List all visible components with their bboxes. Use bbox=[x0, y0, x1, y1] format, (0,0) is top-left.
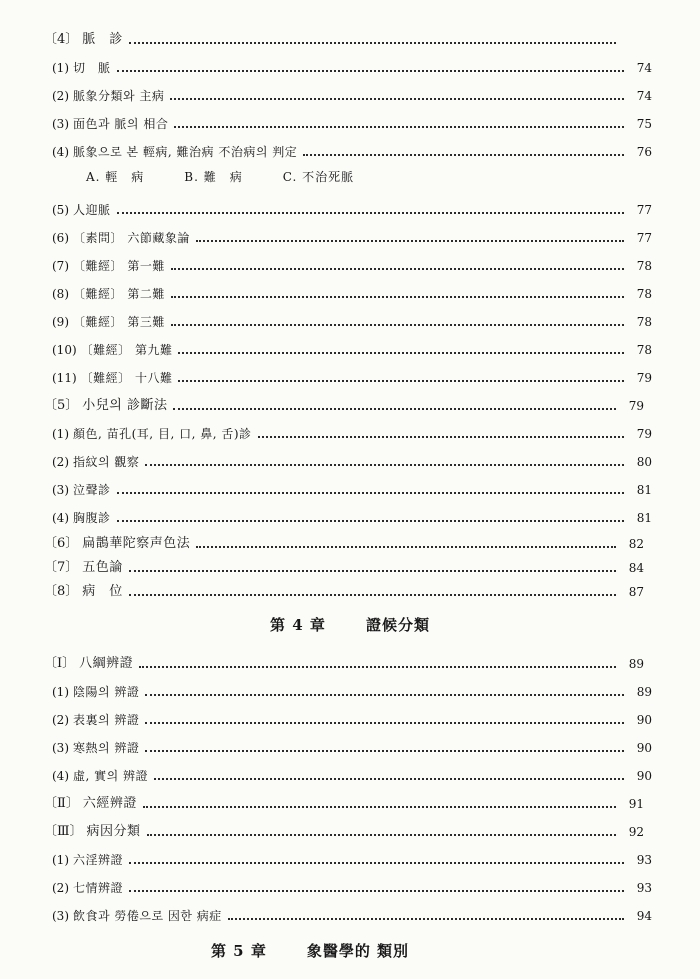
leader-dots bbox=[174, 126, 624, 128]
toc-entry: (10) 〔難經〕 第九難 78 bbox=[52, 343, 652, 357]
toc-entry: (9) 〔難經〕 第三難 78 bbox=[52, 315, 652, 329]
toc-entry: 〔5〕 小兒의 診斷法 79 bbox=[44, 398, 644, 413]
leader-dots bbox=[117, 212, 624, 214]
chapter-title: 證候分類 bbox=[365, 616, 430, 634]
toc-entry: (4) 虛, 實의 辨證 90 bbox=[52, 769, 652, 783]
leader-dots bbox=[178, 380, 624, 382]
leader-dots bbox=[171, 324, 624, 326]
toc-sub-item: C. 不治死脈 bbox=[282, 170, 355, 184]
leader-dots bbox=[170, 98, 624, 100]
chapter-title: 象醫學的 類別 bbox=[306, 942, 410, 960]
toc-entry: (6) 〔素問〕 六節藏象論 77 bbox=[52, 231, 652, 245]
toc-sub-item: A. 輕 病 bbox=[86, 170, 145, 184]
toc-entry: (3) 面色과 脈의 相合 75 bbox=[52, 117, 652, 131]
toc-entry: 〔7〕 五色論 84 bbox=[44, 560, 644, 575]
leader-dots bbox=[143, 806, 616, 808]
leader-dots bbox=[303, 154, 624, 156]
leader-dots bbox=[145, 750, 624, 752]
toc-entry: (1) 六淫辨證 93 bbox=[52, 853, 652, 867]
toc-entry: (1) 切 脈 74 bbox=[52, 61, 652, 75]
leader-dots bbox=[117, 492, 624, 494]
leader-dots bbox=[117, 70, 624, 72]
toc-entry: 〔Ⅰ〕 八綱辨證 89 bbox=[44, 656, 644, 671]
chapter-number: 第 5 章 bbox=[210, 942, 267, 960]
chapter-heading bbox=[0, 940, 660, 961]
toc-entry: 〔6〕 扁鵲華陀察声色法 82 bbox=[44, 536, 644, 551]
chapter-heading bbox=[0, 614, 700, 635]
leader-dots bbox=[178, 352, 624, 354]
toc-sub-items bbox=[86, 168, 506, 185]
toc-entry: (7) 〔難經〕 第一難 78 bbox=[52, 259, 652, 273]
leader-dots bbox=[171, 268, 624, 270]
toc-entry: (5) 人迎脈 77 bbox=[52, 203, 652, 217]
toc-entry: (4) 胸腹診 81 bbox=[52, 511, 652, 525]
toc-entry: (3) 飲食과 勞倦으로 因한 病症 94 bbox=[52, 909, 652, 923]
toc-entry: (2) 指紋의 觀察 80 bbox=[52, 455, 652, 469]
leader-dots bbox=[154, 778, 624, 780]
leader-dots bbox=[173, 408, 616, 410]
leader-dots bbox=[258, 436, 624, 438]
leader-dots bbox=[196, 240, 624, 242]
toc-entry: (2) 脈象分類와 主病 74 bbox=[52, 89, 652, 103]
leader-dots bbox=[228, 918, 624, 920]
toc-entry: (11) 〔難經〕 十八難 79 bbox=[52, 371, 652, 385]
leader-dots bbox=[145, 722, 624, 724]
chapter-number: 第 4 章 bbox=[270, 616, 326, 634]
leader-dots bbox=[129, 42, 616, 44]
toc-entry: (8) 〔難經〕 第二難 78 bbox=[52, 287, 652, 301]
leader-dots bbox=[129, 570, 616, 572]
toc-entry: (2) 七情辨證 93 bbox=[52, 881, 652, 895]
leader-dots bbox=[129, 862, 624, 864]
toc-sub-item: B. 難 病 bbox=[184, 170, 243, 184]
toc-entry: 〔Ⅲ〕 病因分類 92 bbox=[44, 824, 644, 839]
leader-dots bbox=[171, 296, 624, 298]
toc-entry: 〔8〕 病 位 87 bbox=[44, 584, 644, 599]
leader-dots bbox=[129, 594, 616, 596]
toc-entry: (4) 脈象으로 본 輕病, 難治病 不治病의 判定 76 bbox=[52, 145, 652, 159]
toc-entry: (2) 表裏의 辨證 90 bbox=[52, 713, 652, 727]
leader-dots bbox=[139, 666, 616, 668]
toc-entry: (1) 陰陽의 辨證 89 bbox=[52, 685, 652, 699]
leader-dots bbox=[145, 464, 624, 466]
leader-dots bbox=[147, 834, 616, 836]
toc-entry: (1) 顏色, 苗孔(耳, 目, 口, 鼻, 舌)診 79 bbox=[52, 427, 652, 441]
leader-dots bbox=[117, 520, 624, 522]
leader-dots bbox=[196, 546, 616, 548]
leader-dots bbox=[129, 890, 624, 892]
toc-entry: 〔Ⅱ〕 六經辨證 91 bbox=[44, 796, 644, 811]
toc-entry-4-pulse: 〔4〕 脈 診 bbox=[44, 24, 644, 48]
toc-entry: (3) 寒熱의 辨證 90 bbox=[52, 741, 652, 755]
leader-dots bbox=[145, 694, 624, 696]
toc-entry: (3) 泣聲診 81 bbox=[52, 483, 652, 497]
